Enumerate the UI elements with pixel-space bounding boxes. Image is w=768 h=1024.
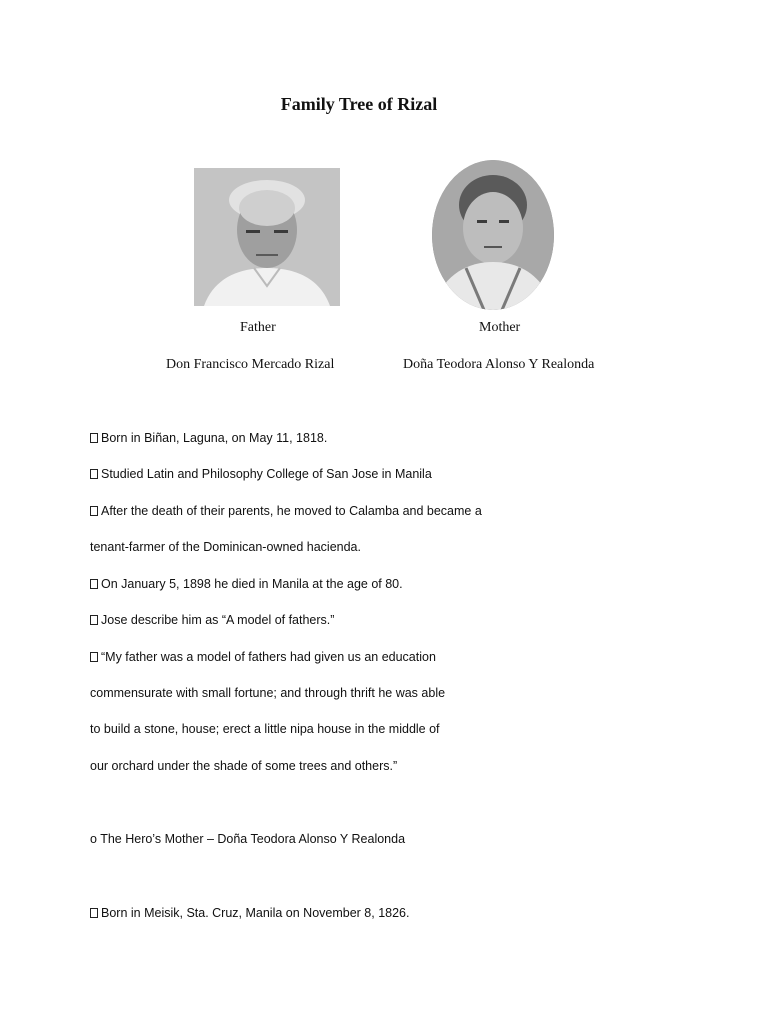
bullet-icon: [90, 908, 98, 918]
father-fact: Jose describe him as “A model of fathers.”: [90, 613, 334, 627]
father-quote: “My father was a model of fathers had given us an education: [90, 650, 436, 664]
mother-portrait: [432, 160, 554, 310]
bullet-icon: [90, 433, 98, 443]
bullet-icon: [90, 615, 98, 625]
bullet-icon: [90, 652, 98, 662]
father-quote-continuation: our orchard under the shade of some trees and others.”: [90, 759, 398, 773]
father-quote-continuation: to build a stone, house; erect a little nipa house in the middle of: [90, 722, 440, 736]
father-fact-continuation: tenant-farmer of the Dominican-owned hacienda.: [90, 540, 361, 554]
father-fact: After the death of their parents, he moved to Calamba and became a: [90, 504, 482, 518]
page-title: Family Tree of Rizal: [280, 94, 438, 114]
father-name: Don Francisco Mercado Rizal: [166, 357, 335, 372]
mother-role-label: Mother: [479, 320, 521, 335]
bullet-icon: [90, 506, 98, 516]
father-fact: Studied Latin and Philosophy College of San Jose in Manila: [90, 467, 432, 481]
bullet-icon: [90, 469, 98, 479]
mother-fact: Born in Meisik, Sta. Cruz, Manila on November 8, 1826.: [90, 906, 409, 920]
father-fact: On January 5, 1898 he died in Manila at the age of 80.: [90, 577, 403, 591]
mother-name: Doña Teodora Alonso Y Realonda: [403, 357, 595, 372]
mother-heading: o The Hero’s Mother – Doña Teodora Alonso Y Realonda: [90, 832, 406, 846]
father-fact: Born in Biñan, Laguna, on May 11, 1818.: [90, 431, 327, 445]
father-quote-continuation: commensurate with small fortune; and through thrift he was able: [90, 686, 446, 700]
father-portrait: [194, 168, 340, 306]
father-role-label: Father: [240, 320, 276, 335]
bullet-icon: [90, 579, 98, 589]
